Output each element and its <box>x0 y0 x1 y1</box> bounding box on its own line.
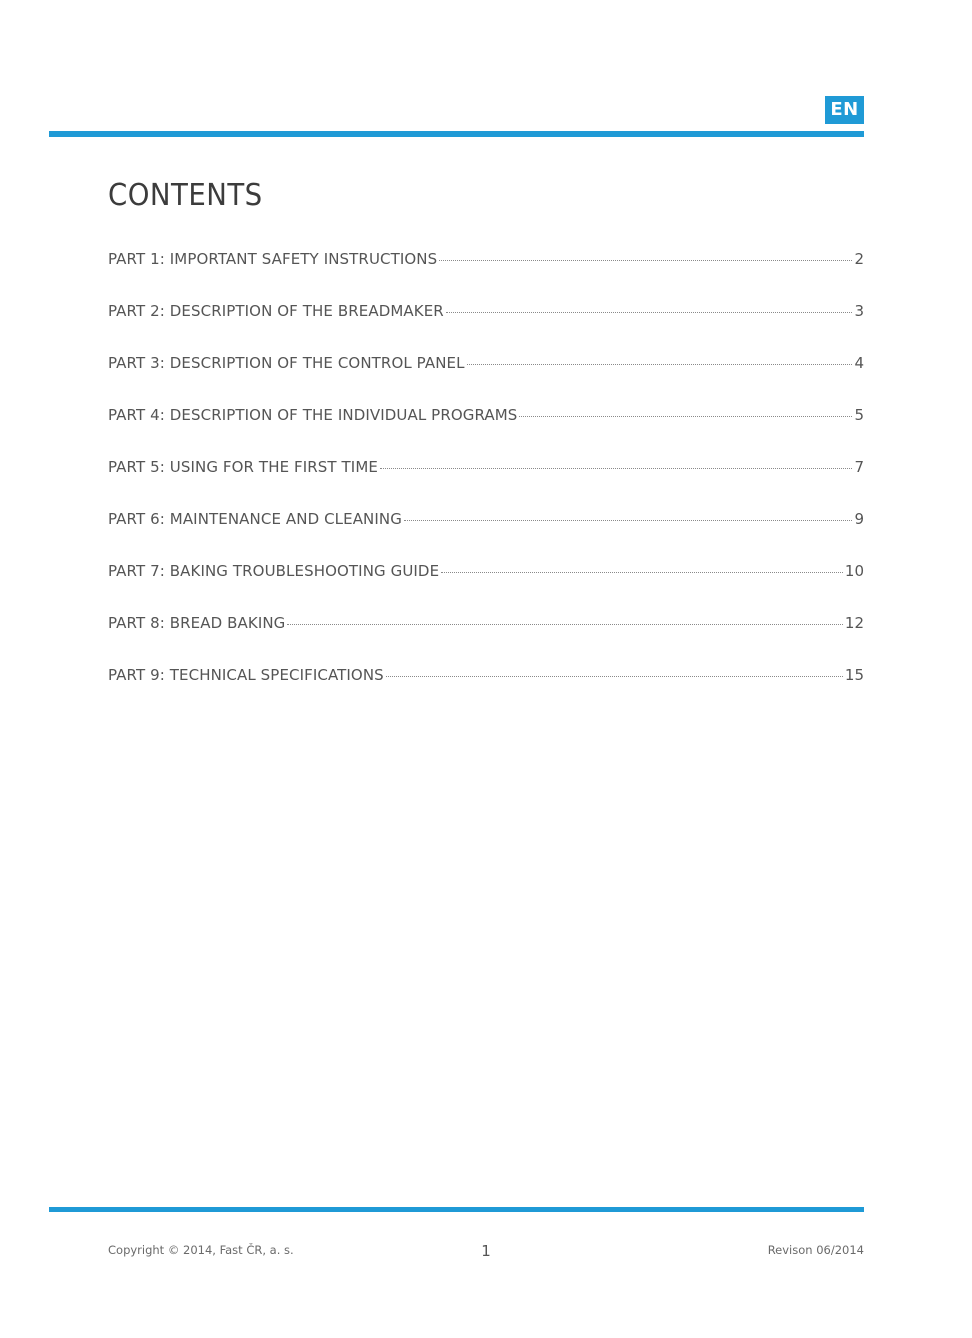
toc-entry-page: 7 <box>854 458 864 476</box>
page-title: CONTENTS <box>108 178 263 213</box>
toc-entry-label: PART 5: USING FOR THE FIRST TIME <box>108 458 378 476</box>
toc-entry-page: 4 <box>854 354 864 372</box>
dot-leader <box>380 468 852 469</box>
toc-entry-label: PART 1: IMPORTANT SAFETY INSTRUCTIONS <box>108 250 438 268</box>
dot-leader <box>439 260 852 261</box>
dot-leader <box>519 416 852 417</box>
dot-leader <box>441 572 843 573</box>
toc-entry-page: 10 <box>844 562 864 580</box>
footer-copyright: Copyright © 2014, Fast ČR, a. s. <box>108 1243 294 1257</box>
toc-entry-page: 12 <box>844 614 864 632</box>
toc-entry-label: PART 6: MAINTENANCE AND CLEANING <box>108 510 402 528</box>
language-badge: EN <box>825 96 864 124</box>
toc-entry-page: 2 <box>854 250 864 268</box>
toc-entry-page: 5 <box>854 406 864 424</box>
toc-entry-page: 15 <box>844 666 864 684</box>
toc-entry-part-9[interactable] <box>108 666 864 718</box>
footer-rule <box>49 1207 864 1212</box>
toc-entry-part-5[interactable] <box>108 458 864 510</box>
toc-entry-label: PART 4: DESCRIPTION OF THE INDIVIDUAL PROGRAMS <box>108 406 518 424</box>
footer-page-number: 1 <box>481 1242 491 1260</box>
dot-leader <box>404 520 853 521</box>
toc-entry-part-4[interactable] <box>108 406 864 458</box>
table-of-contents <box>108 250 864 718</box>
footer-revision: Revison 06/2014 <box>767 1243 864 1257</box>
toc-entry-page: 3 <box>854 302 864 320</box>
dot-leader <box>446 312 853 313</box>
dot-leader <box>386 676 843 677</box>
toc-entry-label: PART 8: BREAD BAKING <box>108 614 286 632</box>
toc-entry-label: PART 9: TECHNICAL SPECIFICATIONS <box>108 666 384 684</box>
toc-entry-label: PART 7: BAKING TROUBLESHOOTING GUIDE <box>108 562 440 580</box>
toc-entry-label: PART 2: DESCRIPTION OF THE BREADMAKER <box>108 302 444 320</box>
toc-entry-part-2[interactable] <box>108 302 864 354</box>
toc-entry-part-7[interactable] <box>108 562 864 614</box>
toc-entry-label: PART 3: DESCRIPTION OF THE CONTROL PANEL <box>108 354 465 372</box>
toc-entry-part-3[interactable] <box>108 354 864 406</box>
header-rule <box>49 131 864 137</box>
toc-entry-part-8[interactable] <box>108 614 864 666</box>
toc-entry-part-1[interactable] <box>108 250 864 302</box>
toc-entry-page: 9 <box>854 510 864 528</box>
dot-leader <box>467 364 853 365</box>
toc-entry-part-6[interactable] <box>108 510 864 562</box>
dot-leader <box>287 624 843 625</box>
